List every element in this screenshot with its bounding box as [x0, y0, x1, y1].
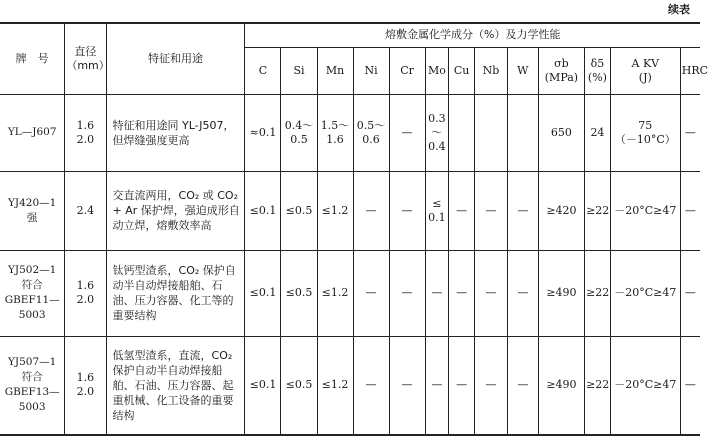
header-diameter: 直径 （mm） — [65, 23, 106, 94]
table-row — [0, 94, 700, 171]
cell-chromium: — — [389, 336, 425, 435]
header-manganese: Mn — [317, 47, 353, 94]
cell-manganese: 1.5～ 1.6 — [317, 94, 353, 171]
header-hardness: HRC — [680, 47, 700, 94]
cell-nickel: 0.5～ 0.6 — [353, 94, 389, 171]
header-chromium: Cr — [389, 47, 425, 94]
cell-tungsten: — — [507, 336, 538, 435]
cell-nickel: — — [353, 171, 389, 250]
cell-brand: YJ502—1 符合 GBEF11— 5003 — [0, 250, 65, 336]
table-body — [0, 94, 700, 435]
cell-carbon: ≤0.1 — [245, 250, 281, 336]
cell-tungsten: — — [507, 250, 538, 336]
cell-carbon: ≈0.1 — [245, 94, 281, 171]
cell-brand: YJ507—1 符合 GBEF13— 5003 — [0, 336, 65, 435]
header-brand: 牌 号 — [0, 23, 65, 94]
cell-brand: YJ420—1 强 — [0, 171, 65, 250]
header-features: 特征和用途 — [106, 23, 245, 94]
cell-manganese: ≤1.2 — [317, 171, 353, 250]
cell-copper — [449, 94, 475, 171]
cell-tensile-strength: ≥420 — [538, 171, 584, 250]
cell-molybdenum: — — [425, 250, 449, 336]
header-molybdenum: Mo — [425, 47, 449, 94]
header-elongation: δ5 (%) — [585, 47, 611, 94]
cell-tensile-strength: ≥490 — [538, 250, 584, 336]
cell-carbon: ≤0.1 — [245, 336, 281, 435]
cell-niobium: — — [474, 171, 507, 250]
cell-hardness: — — [680, 336, 700, 435]
cell-tungsten — [507, 94, 538, 171]
header-carbon: C — [245, 47, 281, 94]
cell-hardness: — — [680, 171, 700, 250]
cell-manganese: ≤1.2 — [317, 250, 353, 336]
cell-molybdenum: ≤ 0.1 — [425, 171, 449, 250]
cell-elongation: ≥22 — [585, 250, 611, 336]
cell-impact-energy: －20°C≥47 — [610, 336, 680, 435]
cell-silicon: 0.4～ 0.5 — [281, 94, 317, 171]
cell-copper: — — [449, 250, 475, 336]
cell-carbon: ≤0.1 — [245, 171, 281, 250]
cell-chromium: — — [389, 250, 425, 336]
cell-features: 交直流两用，CO₂ 或 CO₂ + Ar 保护焊，强迫成形自动立焊，熔敷效率高 — [106, 171, 245, 250]
cell-copper: — — [449, 336, 475, 435]
cell-diameter: 1.6 2.0 — [65, 336, 106, 435]
welding-material-table — [0, 22, 708, 436]
cell-silicon: ≤0.5 — [281, 171, 317, 250]
continued-label: 续表 — [668, 3, 690, 16]
cell-features: 低氢型渣系，直流，CO₂ 保护自动半自动焊接船舶、石油、压力容器、起重机械、化工设备的重要结构 — [106, 336, 245, 435]
header-nickel: Ni — [353, 47, 389, 94]
header-niobium: Nb — [474, 47, 507, 94]
cell-brand: YL—J607 — [0, 94, 65, 171]
cell-molybdenum: — — [425, 336, 449, 435]
cell-silicon: ≤0.5 — [281, 336, 317, 435]
cell-diameter: 2.4 — [65, 171, 106, 250]
cell-tungsten: — — [507, 171, 538, 250]
cell-elongation: ≥22 — [585, 171, 611, 250]
cell-chromium: — — [389, 94, 425, 171]
cell-molybdenum: 0.3 ～ 0.4 — [425, 94, 449, 171]
cell-hardness: — — [680, 250, 700, 336]
header-copper: Cu — [449, 47, 475, 94]
cell-impact-energy: －20°C≥47 — [610, 171, 680, 250]
cell-silicon: ≤0.5 — [281, 250, 317, 336]
header-tungsten: W — [507, 47, 538, 94]
cell-features: 钛钙型渣系，CO₂ 保护自动半自动焊接船舶、石油、压力容器、化工等的重要结构 — [106, 250, 245, 336]
header-tensile-strength: σb (MPa) — [538, 47, 584, 94]
cell-niobium — [474, 94, 507, 171]
header-composition-group: 熔敷金属化学成分（%）及力学性能 — [245, 23, 700, 47]
header-impact-energy: A KV (J) — [610, 47, 680, 94]
cell-elongation: 24 — [585, 94, 611, 171]
cell-elongation: ≥22 — [585, 336, 611, 435]
cell-niobium: — — [474, 250, 507, 336]
cell-copper: — — [449, 171, 475, 250]
table-row — [0, 250, 700, 336]
cell-tensile-strength: ≥490 — [538, 336, 584, 435]
header-silicon: Si — [281, 47, 317, 94]
cell-diameter: 1.6 2.0 — [65, 250, 106, 336]
table-row — [0, 336, 700, 435]
cell-manganese: ≤1.2 — [317, 336, 353, 435]
cell-chromium: — — [389, 171, 425, 250]
cell-nickel: — — [353, 250, 389, 336]
cell-nickel: — — [353, 336, 389, 435]
table-row — [0, 171, 700, 250]
cell-hardness: — — [680, 94, 700, 171]
cell-features: 特征和用途同 YL-J507，但焊缝强度更高 — [106, 94, 245, 171]
cell-diameter: 1.6 2.0 — [65, 94, 106, 171]
cell-impact-energy: －20°C≥47 — [610, 250, 680, 336]
cell-niobium: — — [474, 336, 507, 435]
cell-tensile-strength: 650 — [538, 94, 584, 171]
cell-impact-energy: 75 （－10°C） — [610, 94, 680, 171]
